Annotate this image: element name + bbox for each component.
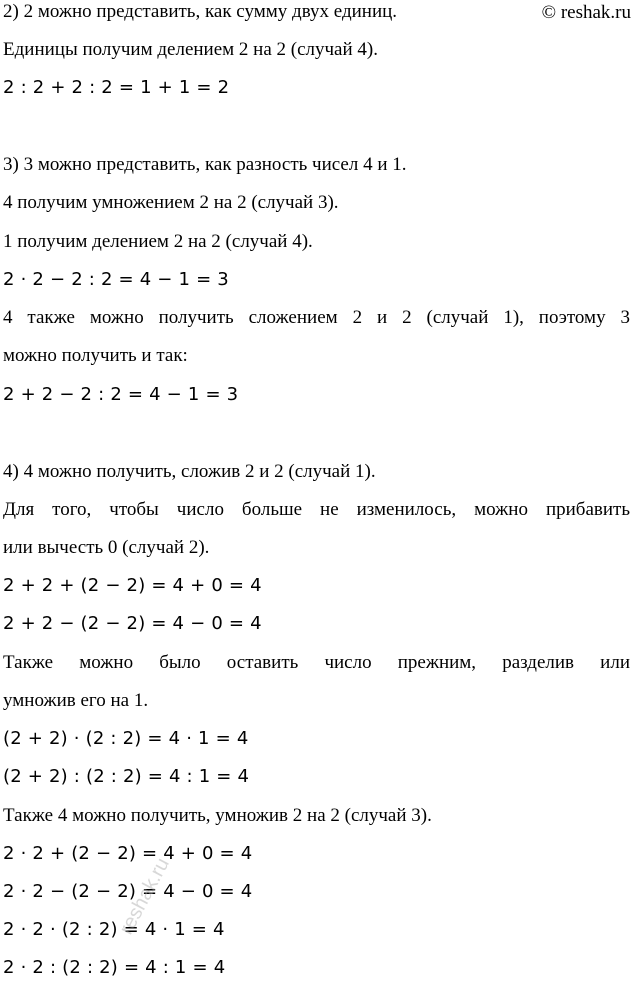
text-line-9: Для того, чтобы число больше не изменилось, можно прибавить bbox=[3, 499, 630, 520]
text-line-10: или вычесть 0 (случай 2). bbox=[3, 537, 210, 558]
math-line-8: 2 · 2 + (2 − 2) = 4 + 0 = 4 bbox=[3, 843, 253, 864]
math-line-5: 2 + 2 − (2 − 2) = 4 − 0 = 4 bbox=[3, 613, 262, 634]
math-line-6: (2 + 2) · (2 : 2) = 4 · 1 = 4 bbox=[3, 728, 249, 749]
text-line-4: 4 получим умножением 2 на 2 (случай 3). bbox=[3, 192, 339, 213]
math-line-9: 2 · 2 − (2 − 2) = 4 − 0 = 4 bbox=[3, 881, 253, 902]
text-line-7: можно получить и так: bbox=[3, 345, 188, 366]
text-line-3: 3) 3 можно представить, как разность чисел 4 и 1. bbox=[3, 154, 407, 175]
math-line-7: (2 + 2) : (2 : 2) = 4 : 1 = 4 bbox=[3, 766, 250, 787]
text-line-8: 4) 4 можно получить, сложив 2 и 2 (случай 1). bbox=[3, 461, 376, 482]
text-line-11: Также можно было оставить число прежним, разделив или bbox=[3, 652, 630, 673]
text-line-1: 2) 2 можно представить, как сумму двух единиц. bbox=[3, 1, 398, 22]
math-line-10: 2 · 2 · (2 : 2) = 4 · 1 = 4 bbox=[3, 919, 225, 940]
site-brand: © reshak.ru bbox=[541, 2, 631, 23]
math-line-4: 2 + 2 + (2 − 2) = 4 + 0 = 4 bbox=[3, 575, 262, 596]
text-line-6: 4 также можно получить сложением 2 и 2 (случай 1), поэтому 3 bbox=[3, 307, 630, 328]
math-line-2: 2 · 2 − 2 : 2 = 4 − 1 = 3 bbox=[3, 269, 229, 290]
text-line-2: Единицы получим делением 2 на 2 (случай 4). bbox=[3, 39, 378, 60]
math-line-1: 2 : 2 + 2 : 2 = 1 + 1 = 2 bbox=[3, 77, 230, 98]
text-line-13: Также 4 можно получить, умножив 2 на 2 (случай 3). bbox=[3, 805, 432, 826]
math-line-11: 2 · 2 : (2 : 2) = 4 : 1 = 4 bbox=[3, 957, 226, 978]
math-line-3: 2 + 2 − 2 : 2 = 4 − 1 = 3 bbox=[3, 384, 239, 405]
text-line-5: 1 получим делением 2 на 2 (случай 4). bbox=[3, 231, 313, 252]
text-line-12: умножив его на 1. bbox=[3, 690, 149, 711]
watermark: reshak.ru bbox=[115, 854, 174, 939]
